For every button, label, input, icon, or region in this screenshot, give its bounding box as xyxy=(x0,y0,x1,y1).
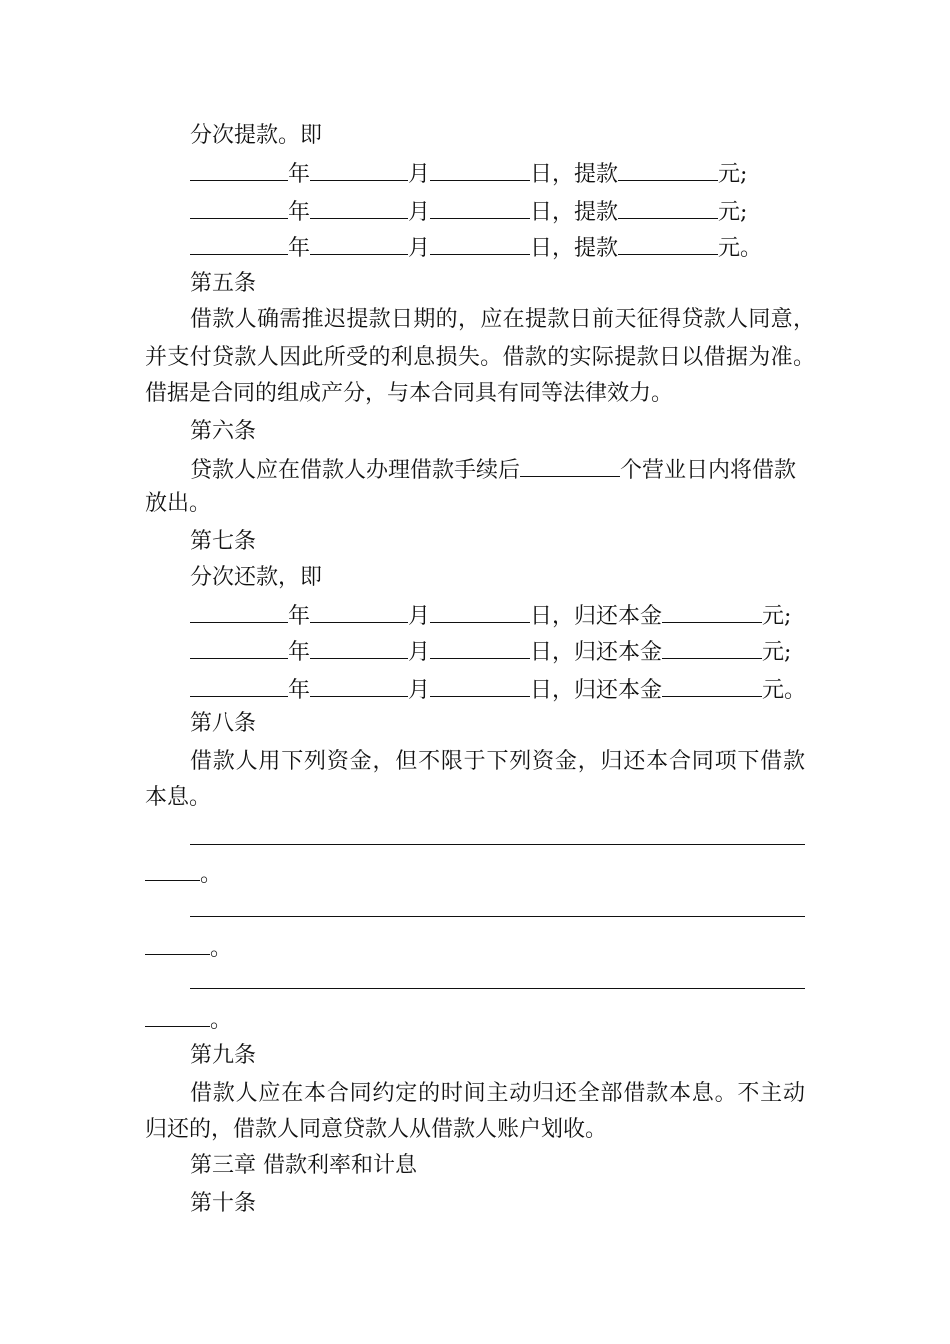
article-8-line-1: 借款人用下列资金，但不限于下列资金，归还本合同项下借款 xyxy=(190,749,805,774)
business-days-blank[interactable] xyxy=(520,454,620,477)
article-9-heading xyxy=(145,1042,860,1070)
fund-source-1-period: 。 xyxy=(200,862,223,887)
article-6-text-b: 个营业日内将借款 xyxy=(620,458,797,483)
withdrawal-intro-text: 分次提款。即 xyxy=(190,123,323,148)
article-9-line-1: 借款人应在本合同约定的时间主动归还全部借款本息。不主动 xyxy=(190,1081,805,1106)
currency-label: 元; xyxy=(718,162,748,187)
currency-label: 元。 xyxy=(762,678,807,703)
month-blank[interactable] xyxy=(310,232,408,255)
month-blank[interactable] xyxy=(310,196,408,219)
withdrawal-row-1 xyxy=(145,158,860,189)
article-7-heading xyxy=(145,528,860,556)
currency-label: 元; xyxy=(718,200,748,225)
month-blank[interactable] xyxy=(310,600,408,623)
year-label: 年 xyxy=(288,604,311,629)
chapter-3-heading-text: 第三章 借款利率和计息 xyxy=(190,1153,417,1178)
fund-source-1-blank-cont[interactable] xyxy=(145,858,200,881)
day-label: 日，归还本金 xyxy=(530,604,663,629)
month-label: 月 xyxy=(408,678,431,703)
principal-blank[interactable] xyxy=(662,600,762,623)
article-5-heading-text: 第五条 xyxy=(190,271,257,296)
withdrawal-row-3 xyxy=(145,232,860,263)
month-label: 月 xyxy=(408,200,431,225)
month-label: 月 xyxy=(408,640,431,665)
currency-label: 元。 xyxy=(718,236,763,261)
day-blank[interactable] xyxy=(430,232,530,255)
currency-label: 元; xyxy=(762,604,792,629)
article-5-line-2: 并支付贷款人因此所受的利息损失。借款的实际提款日以借据为准。 xyxy=(145,345,815,370)
repay-row-2 xyxy=(145,636,860,667)
currency-label: 元; xyxy=(762,640,792,665)
article-9-line-2: 归还的，借款人同意贷款人从借款人账户划收。 xyxy=(145,1117,608,1142)
month-blank[interactable] xyxy=(310,158,408,181)
fund-source-1-line-a xyxy=(145,822,860,853)
day-blank[interactable] xyxy=(430,196,530,219)
year-blank[interactable] xyxy=(190,636,288,659)
withdrawal-row-2 xyxy=(145,196,860,227)
fund-source-3-line-a xyxy=(145,966,860,997)
year-blank[interactable] xyxy=(190,674,288,697)
article-10-heading xyxy=(145,1190,860,1218)
chapter-3-heading xyxy=(145,1152,860,1180)
article-6-heading-text: 第六条 xyxy=(190,419,257,444)
article-8-heading-text: 第八条 xyxy=(190,711,257,736)
article-5-heading xyxy=(145,270,860,298)
fund-source-3-line-b xyxy=(145,1004,815,1035)
day-blank[interactable] xyxy=(430,600,530,623)
fund-source-2-blank-cont[interactable] xyxy=(145,932,210,955)
amount-blank[interactable] xyxy=(618,196,718,219)
fund-source-2-period: 。 xyxy=(210,936,233,961)
fund-source-3-period: 。 xyxy=(210,1008,233,1033)
repay-row-1 xyxy=(145,600,860,631)
year-label: 年 xyxy=(288,640,311,665)
year-label: 年 xyxy=(288,162,311,187)
year-blank[interactable] xyxy=(190,232,288,255)
month-label: 月 xyxy=(408,162,431,187)
year-blank[interactable] xyxy=(190,158,288,181)
article-5-line-1: 借款人确需推迟提款日期的，应在提款日前天征得贷款人同意， xyxy=(190,307,815,332)
article-7-intro-text: 分次还款，即 xyxy=(190,565,323,590)
amount-blank[interactable] xyxy=(618,232,718,255)
fund-source-2-line-b xyxy=(145,932,815,963)
principal-blank[interactable] xyxy=(662,636,762,659)
article-6-line-2: 放出。 xyxy=(145,491,212,516)
article-10-heading-text: 第十条 xyxy=(190,1191,257,1216)
year-label: 年 xyxy=(288,678,311,703)
article-8-heading xyxy=(145,710,860,738)
year-label: 年 xyxy=(288,200,311,225)
month-blank[interactable] xyxy=(310,674,408,697)
amount-blank[interactable] xyxy=(618,158,718,181)
year-blank[interactable] xyxy=(190,600,288,623)
month-label: 月 xyxy=(408,236,431,261)
article-6-text-a: 贷款人应在借款人办理借款手续后 xyxy=(190,458,521,483)
fund-source-1-blank[interactable] xyxy=(190,822,805,845)
day-blank[interactable] xyxy=(430,636,530,659)
article-7-intro xyxy=(145,564,860,592)
day-blank[interactable] xyxy=(430,158,530,181)
year-label: 年 xyxy=(288,236,311,261)
article-6-line-1 xyxy=(145,454,860,485)
fund-source-1-line-b xyxy=(145,858,815,889)
fund-source-3-blank[interactable] xyxy=(190,966,805,989)
article-8-line-2: 本息。 xyxy=(145,785,212,810)
article-9-heading-text: 第九条 xyxy=(190,1043,257,1068)
article-5-line-3: 借据是合同的组成产分，与本合同具有同等法律效力。 xyxy=(145,381,674,406)
withdrawal-intro xyxy=(145,122,860,150)
article-6-heading xyxy=(145,418,860,446)
article-7-heading-text: 第七条 xyxy=(190,529,257,554)
month-blank[interactable] xyxy=(310,636,408,659)
day-label: 日，提款 xyxy=(530,236,619,261)
day-label: 日，提款 xyxy=(530,200,619,225)
fund-source-2-blank[interactable] xyxy=(190,894,805,917)
fund-source-2-line-a xyxy=(145,894,860,925)
month-label: 月 xyxy=(408,604,431,629)
day-blank[interactable] xyxy=(430,674,530,697)
fund-source-3-blank-cont[interactable] xyxy=(145,1004,210,1027)
day-label: 日，归还本金 xyxy=(530,640,663,665)
day-label: 日，提款 xyxy=(530,162,619,187)
repay-row-3 xyxy=(145,674,860,705)
day-label: 日，归还本金 xyxy=(530,678,663,703)
principal-blank[interactable] xyxy=(662,674,762,697)
year-blank[interactable] xyxy=(190,196,288,219)
